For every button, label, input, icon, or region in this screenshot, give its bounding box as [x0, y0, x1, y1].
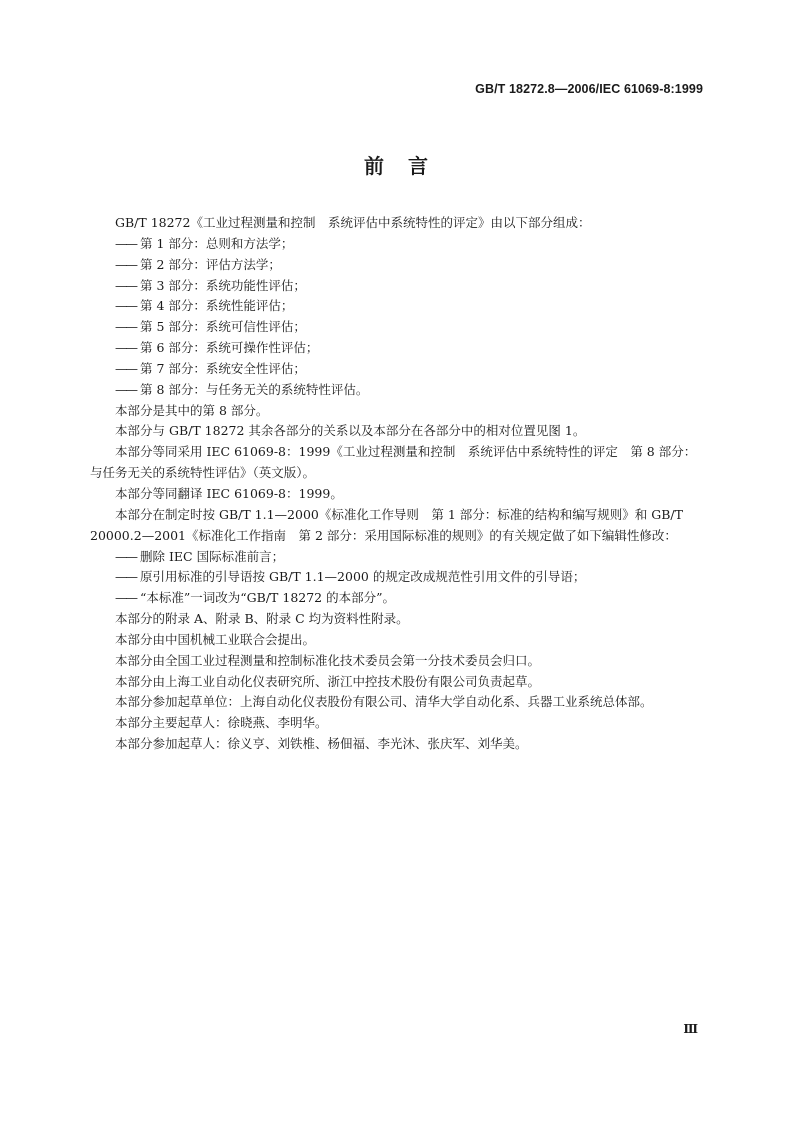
parts-list [90, 234, 705, 401]
this-part-paragraph: 本部分是其中的第 8 部分。 [115, 402, 269, 418]
list-item: —— 第 6 部分：系统可操作性评估； [90, 338, 705, 359]
relation-paragraph: 本部分与 GB/T 18272 其余各部分的关系以及本部分在各部分中的相对位置见图 1。 [115, 423, 586, 439]
list-item: —— 第 5 部分：系统可信性评估； [90, 317, 705, 338]
dash: —— [115, 340, 136, 356]
page-number: Ⅲ [683, 1022, 698, 1036]
page-title: 前 言 [364, 154, 430, 178]
other-drafters-paragraph: 本部分参加起草人：徐义亨、刘铁椎、杨佃福、李光沐、张庆军、刘华美。 [115, 736, 528, 752]
intro-paragraph: GB/T 18272《工业过程测量和控制 系统评估中系统特性的评定》由以下部分组成： [115, 215, 591, 230]
dash: —— [115, 360, 136, 376]
list-item: —— 第 7 部分：系统安全性评估； [90, 359, 705, 380]
drafting-rules-paragraph: 本部分在制定时按 GB/T 1.1—2000《标准化工作导则 第 1 部分：标准的结构和编写规则》和 GB/T 20000.2—2001《标准化工作指南 第 2 部分：采用国际标准的规则》的有关规定做了如下编辑性修改： [90, 506, 683, 543]
list-item: —— 第 8 部分：与任务无关的系统特性评估。 [90, 380, 705, 401]
standard-number: GB/T 18272.8—2006/IEC 61069-8:1999 [475, 82, 703, 96]
list-item: —— “本标准”一词改为“GB/T 18272 的本部分”。 [90, 588, 705, 609]
dash: —— [115, 298, 136, 314]
dash: —— [115, 256, 136, 272]
main-drafters-paragraph: 本部分主要起草人：徐晓燕、李明华。 [115, 715, 328, 731]
edits-list [90, 547, 705, 610]
participating-units-paragraph: 本部分参加起草单位：上海自动化仪表股份有限公司、清华大学自动化系、兵器工业系统总体部。 [115, 694, 653, 710]
annex-paragraph: 本部分的附录 A、附录 B、附录 C 均为资料性附录。 [115, 611, 409, 627]
list-item: —— 原引用标准的引导语按 GB/T 1.1—2000 的规定改成规范性引用文件的引导语； [90, 567, 705, 588]
dash: —— [115, 277, 136, 293]
dash: —— [115, 590, 136, 606]
list-item: —— 删除 IEC 国际标准前言； [90, 547, 705, 568]
dash: —— [115, 319, 136, 335]
dash: —— [115, 569, 136, 585]
proposed-by-paragraph: 本部分由中国机械工业联合会提出。 [115, 631, 316, 647]
translation-paragraph: 本部分等同翻译 IEC 61069-8：1999。 [115, 485, 343, 501]
list-item: —— 第 3 部分：系统功能性评估； [90, 276, 705, 297]
responsible-drafter-paragraph: 本部分由上海工业自动化仪表研究所、浙江中控技术股份有限公司负责起草。 [115, 673, 541, 689]
list-item: —— 第 4 部分：系统性能评估； [90, 296, 705, 317]
list-item: —— 第 2 部分：评估方法学； [90, 255, 705, 276]
equivalent-paragraph: 本部分等同采用 IEC 61069-8：1999《工业过程测量和控制 系统评估中系统特性的评定 第 8 部分：与任务无关的系统特性评估》（英文版）。 [90, 444, 697, 481]
list-item: —— 第 1 部分：总则和方法学； [90, 234, 705, 255]
dash: —— [115, 548, 136, 564]
dash: —— [115, 381, 136, 397]
centralized-by-paragraph: 本部分由全国工业过程测量和控制标准化技术委员会第一分技术委员会归口。 [115, 652, 541, 668]
dash: —— [115, 235, 136, 251]
foreword-body [90, 213, 705, 755]
